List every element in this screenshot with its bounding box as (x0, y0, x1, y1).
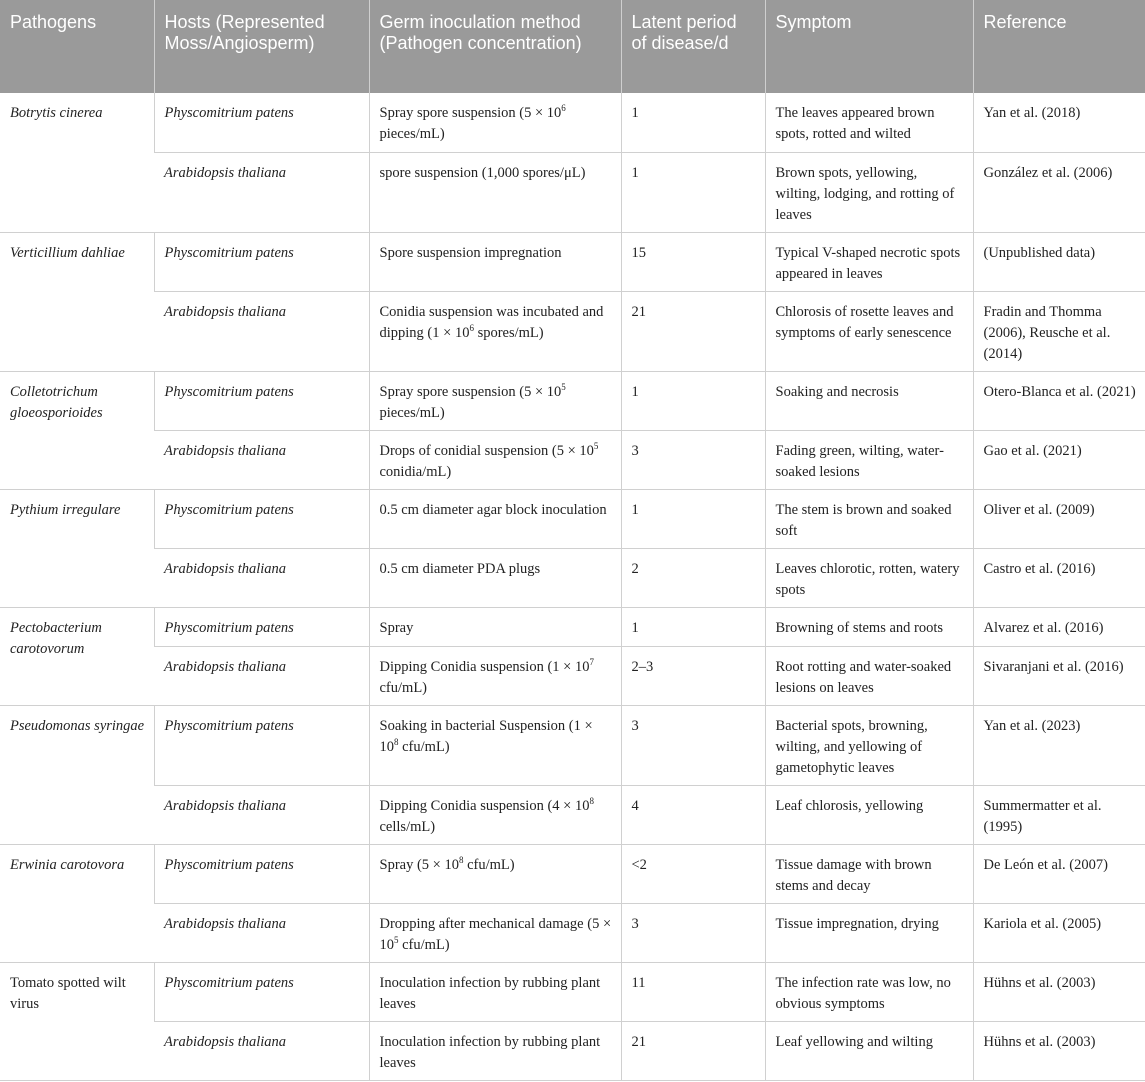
symptom-cell: Leaves chlorotic, rotten, watery spots (765, 548, 973, 607)
table-row (0, 607, 1145, 646)
symptom-cell: Soaking and necrosis (765, 371, 973, 430)
reference-cell: Summermatter et al. (1995) (973, 785, 1145, 844)
host-cell: Physcomitrium patens (154, 489, 369, 548)
symptom-cell: Leaf yellowing and wilting (765, 1021, 973, 1080)
table-row (0, 962, 1145, 1021)
latent-cell: 1 (621, 152, 765, 232)
latent-cell: 15 (621, 232, 765, 291)
host-cell: Physcomitrium patens (154, 844, 369, 903)
host-cell: Physcomitrium patens (154, 705, 369, 785)
latent-cell: 3 (621, 903, 765, 962)
symptom-cell: Leaf chlorosis, yellowing (765, 785, 973, 844)
method-cell: Dipping Conidia suspension ($4 \times 10^8$ cells/mL) (369, 785, 621, 844)
host-cell: Physcomitrium patens (154, 232, 369, 291)
reference-cell: Fradin and Thomma (2006), Reusche et al. (2014) (973, 291, 1145, 371)
reference-cell: Hühns et al. (2003) (973, 1021, 1145, 1080)
symptom-cell: Root rotting and water-soaked lesions on leaves (765, 646, 973, 705)
symptom-cell: Typical V-shaped necrotic spots appeared in leaves (765, 232, 973, 291)
reference-cell: González et al. (2006) (973, 152, 1145, 232)
method-cell: Spray spore suspension ($5 \times 10^6$ pieces/mL) (369, 93, 621, 152)
symptom-cell: Tissue impregnation, drying (765, 903, 973, 962)
latent-cell: 1 (621, 371, 765, 430)
method-cell: Spore suspension impregnation (369, 232, 621, 291)
reference-cell: (Unpublished data) (973, 232, 1145, 291)
pathogen-cell: Pythium irregulare (0, 489, 154, 607)
method-cell: Spray (369, 607, 621, 646)
host-cell: Arabidopsis thaliana (154, 430, 369, 489)
table-row (0, 489, 1145, 548)
reference-cell: Yan et al. (2018) (973, 93, 1145, 152)
table-row (0, 291, 1145, 371)
method-cell: 0.5 cm diameter agar block inoculation (369, 489, 621, 548)
reference-cell: Yan et al. (2023) (973, 705, 1145, 785)
reference-cell: Otero-Blanca et al. (2021) (973, 371, 1145, 430)
reference-cell: Oliver et al. (2009) (973, 489, 1145, 548)
header-reference: Reference (973, 0, 1145, 93)
pathogen-cell: Botrytis cinerea (0, 93, 154, 232)
method-cell: Spray spore suspension ($5 \times 10^5$ pieces/mL) (369, 371, 621, 430)
latent-cell: 2 (621, 548, 765, 607)
table-row (0, 152, 1145, 232)
host-cell: Physcomitrium patens (154, 607, 369, 646)
latent-cell: 3 (621, 430, 765, 489)
method-cell: Spray ($5 \times 10^8$ cfu/mL) (369, 844, 621, 903)
host-cell: Physcomitrium patens (154, 371, 369, 430)
method-cell: Conidia suspension was incubated and dipping ($1 \times 10^6$ spores/mL) (369, 291, 621, 371)
reference-cell: Kariola et al. (2005) (973, 903, 1145, 962)
pathogen-cell: Pseudomonas syringae (0, 705, 154, 844)
host-cell: Physcomitrium patens (154, 962, 369, 1021)
latent-cell: 3 (621, 705, 765, 785)
symptom-cell: Browning of stems and roots (765, 607, 973, 646)
header-latent-period: Latent period of disease/d (621, 0, 765, 93)
method-cell: 0.5 cm diameter PDA plugs (369, 548, 621, 607)
symptom-cell: Fading green, wilting, water-soaked lesions (765, 430, 973, 489)
host-cell: Arabidopsis thaliana (154, 903, 369, 962)
method-cell: Inoculation infection by rubbing plant leaves (369, 1021, 621, 1080)
latent-cell: 1 (621, 489, 765, 548)
symptom-cell: The infection rate was low, no obvious symptoms (765, 962, 973, 1021)
table-row (0, 646, 1145, 705)
header-pathogens: Pathogens (0, 0, 154, 93)
host-cell: Physcomitrium patens (154, 93, 369, 152)
symptom-cell: Bacterial spots, browning, wilting, and yellowing of gametophytic leaves (765, 705, 973, 785)
reference-cell: Sivaranjani et al. (2016) (973, 646, 1145, 705)
latent-cell: 4 (621, 785, 765, 844)
reference-cell: De León et al. (2007) (973, 844, 1145, 903)
method-cell: Soaking in bacterial Suspension ($1 \times 10^8$ cfu/mL) (369, 705, 621, 785)
pathogen-cell: Tomato spotted wilt virus (0, 962, 154, 1080)
table-row (0, 548, 1145, 607)
pathogen-cell: Verticillium dahliae (0, 232, 154, 371)
symptom-cell: Tissue damage with brown stems and decay (765, 844, 973, 903)
header-row (0, 0, 1145, 93)
table-row (0, 903, 1145, 962)
pathogen-cell: Pectobacterium carotovorum (0, 607, 154, 705)
symptom-cell: Chlorosis of rosette leaves and symptoms of early senescence (765, 291, 973, 371)
reference-cell: Castro et al. (2016) (973, 548, 1145, 607)
latent-cell: 2–3 (621, 646, 765, 705)
header-method: Germ inoculation method (Pathogen concentration) (369, 0, 621, 93)
host-cell: Arabidopsis thaliana (154, 152, 369, 232)
host-cell: Arabidopsis thaliana (154, 785, 369, 844)
pathogen-cell: Erwinia carotovora (0, 844, 154, 962)
pathogen-cell: Colletotrichum gloeosporioides (0, 371, 154, 489)
table-row (0, 1021, 1145, 1080)
host-cell: Arabidopsis thaliana (154, 291, 369, 371)
host-cell: Arabidopsis thaliana (154, 548, 369, 607)
reference-cell: Hühns et al. (2003) (973, 962, 1145, 1021)
header-hosts: Hosts (Represented Moss/Angiosperm) (154, 0, 369, 93)
method-cell: Inoculation infection by rubbing plant leaves (369, 962, 621, 1021)
reference-cell: Alvarez et al. (2016) (973, 607, 1145, 646)
method-cell: spore suspension (1,000 spores/μL) (369, 152, 621, 232)
table-row (0, 430, 1145, 489)
table-row (0, 844, 1145, 903)
table-row (0, 232, 1145, 291)
symptom-cell: The leaves appeared brown spots, rotted and wilted (765, 93, 973, 152)
reference-cell: Gao et al. (2021) (973, 430, 1145, 489)
symptom-cell: The stem is brown and soaked soft (765, 489, 973, 548)
symptom-cell: Brown spots, yellowing, wilting, lodging, and rotting of leaves (765, 152, 973, 232)
latent-cell: 21 (621, 1021, 765, 1080)
latent-cell: 1 (621, 607, 765, 646)
table-row (0, 93, 1145, 152)
method-cell: Dipping Conidia suspension ($1 \times 10^7$ cfu/mL) (369, 646, 621, 705)
table-row (0, 785, 1145, 844)
latent-cell: <2 (621, 844, 765, 903)
host-cell: Arabidopsis thaliana (154, 646, 369, 705)
table-row (0, 371, 1145, 430)
latent-cell: 21 (621, 291, 765, 371)
latent-cell: 1 (621, 93, 765, 152)
method-cell: Dropping after mechanical damage ($5 \times 10^5$ cfu/mL) (369, 903, 621, 962)
table-row (0, 705, 1145, 785)
header-symptom: Symptom (765, 0, 973, 93)
latent-cell: 11 (621, 962, 765, 1021)
host-cell: Arabidopsis thaliana (154, 1021, 369, 1080)
method-cell: Drops of conidial suspension ($5 \times 10^5$ conidia/mL) (369, 430, 621, 489)
